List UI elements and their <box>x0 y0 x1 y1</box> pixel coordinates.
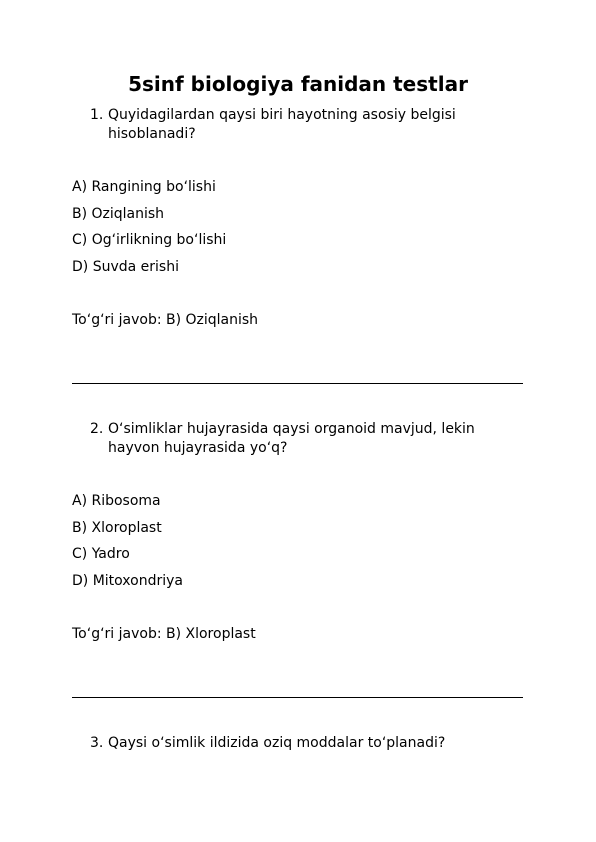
question-number: 1. <box>90 107 104 123</box>
question-1-option-b: B) Oziqlanish <box>72 206 165 222</box>
separator-line <box>72 697 523 698</box>
question-number: 2. <box>90 421 104 437</box>
question-1-option-c: C) Og‘irlikning bo‘lishi <box>72 232 227 248</box>
question-text: O‘simliklar hujayrasida qaysi organoid mavjud, lekin hayvon hujayrasida yo‘q? <box>108 421 475 456</box>
separator-line <box>72 383 523 384</box>
question-text: Quyidagilardan qaysi biri hayotning asosiy belgisi hisoblanadi? <box>108 107 456 142</box>
question-1-option-a: A) Rangining bo‘lishi <box>72 179 216 195</box>
question-2-option-b: B) Xloroplast <box>72 520 162 536</box>
document-title: 5sinf biologiya fanidan testlar <box>128 72 468 96</box>
question-2 <box>90 420 490 457</box>
question-1 <box>90 106 490 143</box>
question-2-option-d: D) Mitoxondriya <box>72 573 183 589</box>
question-1-option-d: D) Suvda erishi <box>72 259 179 275</box>
question-3 <box>90 734 490 753</box>
question-1-answer: To‘g‘ri javob: B) Oziqlanish <box>72 312 259 328</box>
question-text: Qaysi o‘simlik ildizida oziq moddalar to‘planadi? <box>108 735 446 751</box>
question-number: 3. <box>90 735 104 751</box>
question-2-option-a: A) Ribosoma <box>72 493 161 509</box>
question-2-answer: To‘g‘ri javob: B) Xloroplast <box>72 626 256 642</box>
question-2-option-c: C) Yadro <box>72 546 130 562</box>
